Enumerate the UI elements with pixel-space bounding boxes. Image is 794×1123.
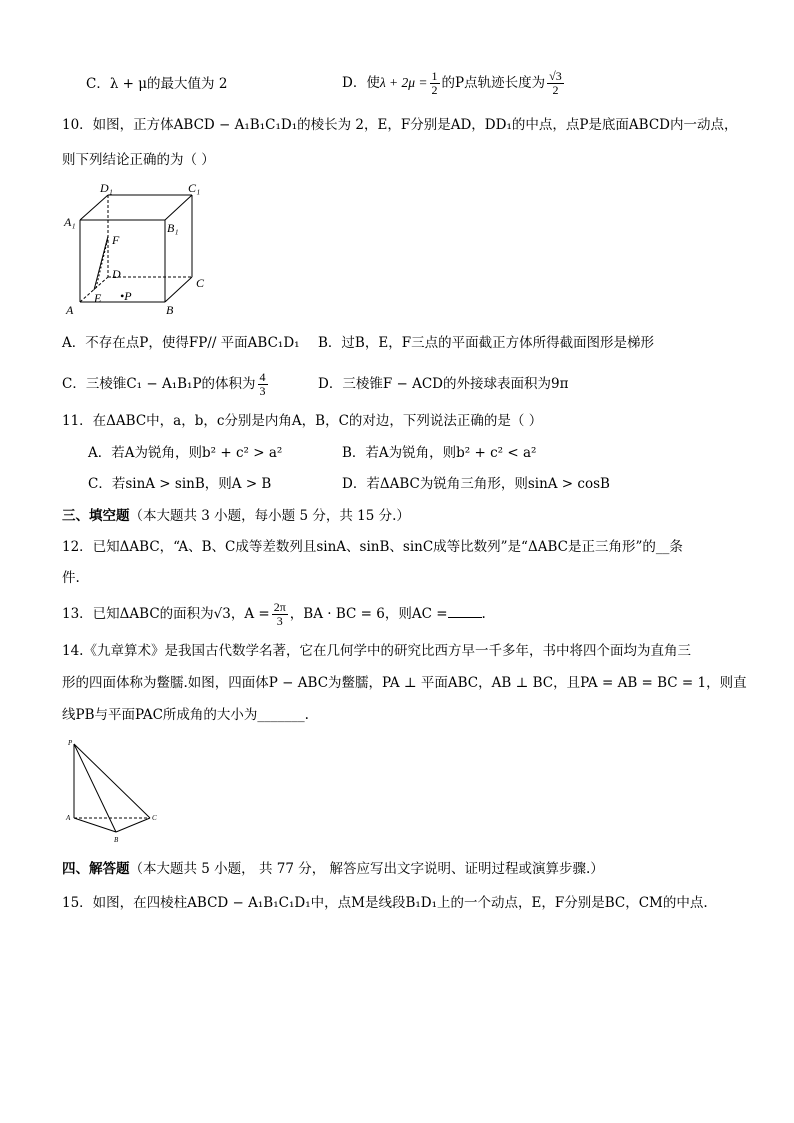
label-C: C [196,276,205,290]
q10-stem-line1: 10．如图，正方体ABCD − A₁B₁C₁D₁的棱长为 2，E，F分别是AD，DD₁的中点，点P是底面ABCD内一动点， [62,117,738,133]
q13-answer-blank [448,617,482,618]
q9-option-d: D．使λ + 2μ = $\frac{1}{2}$ 的P点轨迹长度为 $\frac{√3}{2}$ [342,69,562,97]
label-A: A [66,814,71,822]
label-E: E [94,291,102,305]
q11-option-a: A．若A为锐角，则b² + c² > a² [88,445,283,461]
q14-line2: 形的四面体称为鳖臑.如图，四面体P − ABC为鳖臑，PA ⊥ 平面ABC，AB ⊥ BC，且PA = AB = BC = 1，则直 [62,675,747,691]
label-B: B [114,836,119,844]
q13-line: 13．已知ΔABC的面积为√3，A = $\frac{2\pi}{3}$ ，BA · BC = 6，则AC = . [62,600,486,628]
label-A: A [66,303,74,317]
q10-option-c: C．三棱锥C₁ − A₁B₁P的体积为 $\frac{4}{3}$ [62,370,266,398]
section3-heading: 三、填空题（本大题共 3 小题，每小题 5 分，共 15 分.） [62,508,410,524]
q10-option-a: A．不存在点P，使得FP// 平面ABC₁D₁ [62,335,300,351]
fraction-root3-over-2: $\frac{√3}{2}$ [549,69,562,97]
section4-heading: 四、解答题（本大题共 5 小题， 共 77 分， 解答应写出文字说明、证明过程或演算步骤.） [62,861,604,877]
q11-option-b: B．若A为锐角，则b² + c² < a² [342,445,537,461]
fraction-one-half: $\frac{1}{2}$ [431,69,438,97]
label-C1: C₁ [188,181,201,195]
cube-figure [60,180,220,320]
tetrahedron-figure [64,736,164,846]
q10-option-b: B．过B，E，F三点的平面截正方体所得截面图形是梯形 [318,335,655,351]
label-D: D [112,267,121,281]
q10-stem-line2: 则下列结论正确的为（ ） [62,152,215,168]
label-B1: B₁ [167,221,179,235]
q15-line1: 15．如图，在四棱柱ABCD − A₁B₁C₁D₁中，点M是线段B₁D₁上的一个动点，E，F分别是BC，CM的中点. [62,895,708,911]
q10-option-d: D．三棱锥F − ACD的外接球表面积为9π [318,376,569,392]
q11-option-d: D．若ΔABC为锐角三角形，则sinA > cosB [342,476,610,492]
q12-line1: 12．已知ΔABC，“A、B、C成等差数列且sinA、sinB、sinC成等比数列”是“ΔABC是正三角形”的__条 [62,539,683,555]
q11-stem: 11．在ΔABC中，a，b，c分别是内角A，B，C的对边，下列说法正确的是（ ） [62,413,543,429]
q12-line2: 件. [62,570,80,586]
label-D1: D₁ [100,181,113,195]
q11-option-c: C．若sinA > sinB，则A > B [88,476,272,492]
label-C: C [152,814,157,822]
q14-line1: 14.《九章算术》是我国古代数学名著，它在几何学中的研究比西方早一千多年，书中将四个面均为直角三 [62,643,691,659]
label-P: •P [120,289,132,303]
label-A1: A₁ [64,215,76,229]
fraction-2pi-over-3: $\frac{2\pi}{3}$ [273,600,286,628]
q14-line3: 线PB与平面PAC所成角的大小为_______. [62,707,309,723]
q9-option-c: C．λ + μ的最大值为 2 [86,76,228,92]
fraction-four-thirds: $\frac{4}{3}$ [259,370,266,398]
label-B: B [166,303,174,317]
label-P: P [68,739,73,747]
label-F: F [112,233,120,247]
